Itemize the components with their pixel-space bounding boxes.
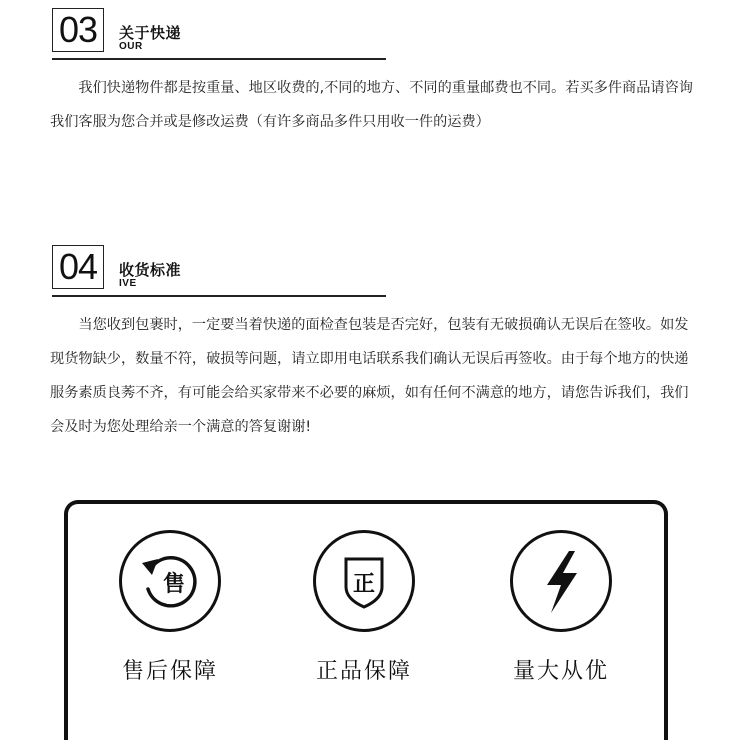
feature-label: 售后保障	[121, 659, 218, 684]
section-divider	[52, 295, 386, 297]
after-sales-glyph: 售	[162, 572, 186, 597]
section-paragraph: 当您收到包裹时，一定要当着快递的面检查包装是否完好，包装有无破损确认无误后在签收。如发现货物缺少，数量不符，破损等问题，请立即用电话联系我们确认无误后再签收。由于每个地方的快递服务素质良莠不齐，有可能会给买家带来不必要的麻烦，如有任何不满意的地方，请您告诉我们，我们会及时为您处理给亲一个满意的答复谢谢!	[50, 317, 689, 435]
lightning-icon	[510, 530, 612, 632]
section-title: 关于快递	[119, 24, 182, 42]
feature-genuine	[299, 530, 429, 685]
section-number-box: 03	[52, 8, 104, 52]
feature-bulk-discount	[496, 530, 626, 685]
section-number-box: 04	[52, 245, 104, 289]
feature-label: 量大从优	[512, 659, 609, 684]
feature-label: 正品保障	[315, 659, 412, 684]
section-paragraph: 我们快递物件都是按重量、地区收费的,不同的地方、不同的重量邮费也不同。若买多件商品请咨询我们客服为您合并或是修改运费（有许多商品多件只用收一件的运费）	[50, 80, 693, 130]
feature-after-sales	[105, 530, 235, 685]
section-title: 收货标准	[119, 261, 182, 279]
section-divider	[52, 58, 386, 60]
genuine-glyph: 正	[352, 572, 376, 597]
genuine-shield-icon	[313, 530, 415, 632]
section-subtitle: IVE	[119, 278, 137, 289]
after-sales-icon	[119, 530, 221, 632]
section-subtitle: OUR	[119, 41, 143, 52]
